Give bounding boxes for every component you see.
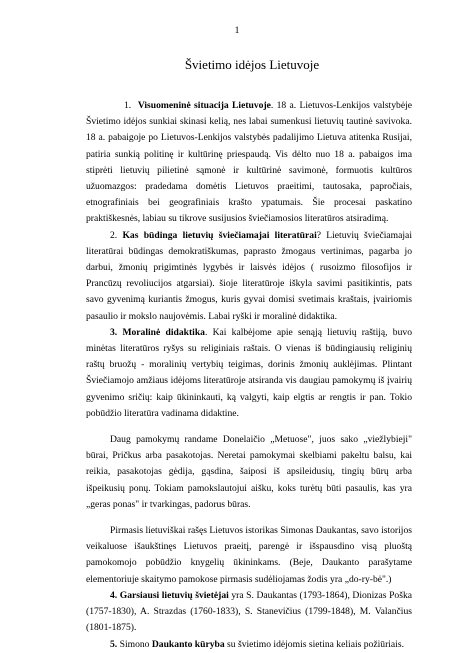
section-5-heading: Daukanto kūryba [151, 638, 225, 650]
section-5-number: 5. [110, 638, 118, 650]
section-4-text: yra S. Daukantas (1793-1864), Dionizas Poška (1757-1830), A. Strazdas (1760-1833), S. Stanevičius (1799-1848), M. Valančius (1801-1875). [86, 589, 412, 634]
page-number: 1 [234, 25, 240, 36]
section-4 [86, 588, 412, 637]
page-title: Švietimo idėjos Lietuvoje [184, 57, 320, 72]
section-3-heading: Moralinė didaktika [122, 326, 205, 338]
section-2 [86, 228, 412, 325]
section-1-heading: Visuomeninė situacija Lietuvoje [137, 100, 271, 111]
section-3-text: . Kai kalbėjome apie senąją lietuvių raštiją, buvo minėtas literatūros ryšys su religiniais raštais. O vienas iš būdingiausių religinių raštų bruožų - moralinių vertybių teigimas, dorinis žmonių auklėjimas. Plintant Šviečiamojo amžiaus idėjoms literatūroje atsiranda vis daugiau pamokymų iš įvairių gyvenimo sričių: kaip ūkininkauti, ką valgyti, kaip elgtis ar rengtis ir pan. Tokio pobūdžio literatūra vadinama didaktine. [86, 326, 412, 419]
section-2-text: ? Lietuvių šviečiamajai literatūrai būdingas demokratiškumas, paprasto žmogaus vertinimas, pagarba jo darbui, žmonių prigimtinės lygybės ir laisvės idėjos ( rusoizmo filosofijos ir Prancūzų revoliucijos atgarsiai). šioje literatūroje iškyla savimi pasitikintis, pats savo gyvenimą kuriantis žmogus, kuris gyvai domisi svetimais kraštais, įvairiomis pasaulio ir mokslo naujovėmis. Labai ryški ir moralinė didaktika. [86, 229, 412, 322]
section-4-heading: Garsiausi lietuvių švietėjai [119, 589, 229, 601]
section-5 [86, 637, 412, 653]
section-3-number: 3. [110, 326, 118, 338]
section-1-number: 1. [124, 100, 132, 111]
paragraph-daukantas: Pirmasis lietuviškai rašęs Lietuvos istorikas Simonas Daukantas, savo istorijos veikaluose išaukštinęs Lietuvos praeitį, parengė ir išspausdino visą pluoštą pamokomojo pobūdžio knygelių ūkininkams. (Beje, Daukanto parašytame elementoriuje skaitymo pamokose pirmasis sudėliojamas žodis yra „do-ry-bė".) [86, 525, 412, 585]
section-1 [86, 98, 412, 228]
paragraph-donelaitis: Daug pamokymų randame Donelaičio „Metuose", juos sako „viežlybieji" būrai, Pričkus arba pasakotojas. Neretai pamokymai skelbiami pakeltu balsu, kai reikia, pasakotojas gėdija, gąsdina, šaiposi iš apsileidusių, tingių būrų arba išpeikusių ponų. Tokiam pamokslautojui aišku, koks turėtų būti pasaulis, kas yra „geras ponas" ir tvarkingas, padorus būras. [86, 434, 412, 510]
section-5-text: su švietimo idėjomis sietina keliais požiūriais. [224, 638, 404, 650]
section-5-pre: Simono [119, 638, 152, 650]
section-1-text: . 18 a. Lietuvos-Lenkijos valstybėje Švietimo idėjos sunkiai skinasi kelią, nes labai sumenkusi lietuvių tautinė savivoka. 18 a. pabaigoje po Lietuvos-Lenkijos valstybės padalijimo Lietuva atitenka Rusijai, patiria sunkią politinę ir kultūrinę priespaudą. Vis dėlto nuo 18 a. pabaigos ima stiprėti lietuvių pilietinė sąmonė ir kultūrinė savimonė, formuotis kultūros užuomazgos: pradedama domėtis Lietuvos praeitimi, tautosaka, papročiais, etnografiniais bei geografiniais krašto ypatumais. Šie procesai paskatino praktiškesnės, labiau su tikrove susijusios šviečiamosios literatūros atsiradimą. [86, 100, 412, 225]
section-2-number: 2. [110, 229, 118, 241]
section-3 [86, 325, 412, 422]
section-4-number: 4. [110, 589, 118, 601]
section-2-heading: Kas būdinga lietuvių šviečiamajai literatūrai [122, 229, 317, 241]
